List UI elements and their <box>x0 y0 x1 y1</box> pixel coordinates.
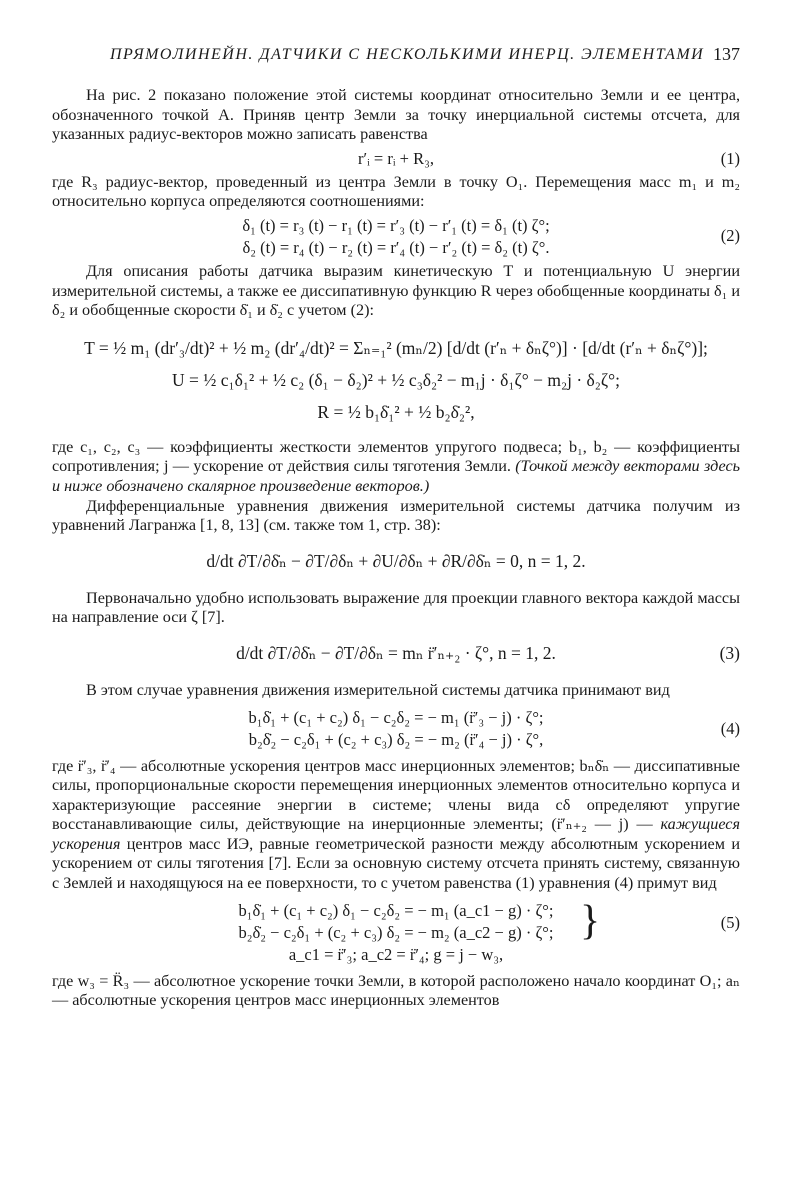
page-number: 137 <box>713 44 740 64</box>
equation-kinetic-energy: T = ½ m₁ (dr′₃/dt)² + ½ m₂ (dr′₄/dt)² = Σₙ₌₁² (mₙ/2) [d/dt (r′ₙ + δₙζ°)] · [d/dt (r′ₙ + δₙζ°)]; <box>84 337 708 358</box>
equation-4 <box>52 707 740 751</box>
equation-2-number: (2) <box>720 225 740 245</box>
running-title: ПРЯМОЛИНЕЙН. ДАТЧИКИ С НЕСКОЛЬКИМИ ИНЕРЦ. ЭЛЕМЕНТАМИ <box>110 46 705 63</box>
accelerations-text-a: где r̈′₃, r̈′₄ — абсолютные ускорения центров масс инерционных элементов; bₙδ̇ₙ — диссипативные силы, пропорциональные скорости перемещения инерционных элементов относительно корпуса и характеризующие рассеяние энергии в системе; члены вида cδ определяют упругие восстанавливающие силы, действующие на инерционные элементы; (r̈′ₙ₊₂ — j) — <box>52 756 740 834</box>
equation-4-line-1: b₁δ̇₁ + (c₁ + c₂) δ₁ − c₂δ₂ = − m₁ (r̈′₃ − j) · ζ°; <box>248 707 544 727</box>
paragraph-earth-acceleration: где w₃ = R̈₃ — абсолютное ускорение точки Земли, в которой расположено начало координат O₁; aₙ — абсолютные ускорения центров масс инерционных элементов <box>52 971 740 1010</box>
equation-3-body: d/dt ∂T/∂δ̇ₙ − ∂T/∂δₙ = mₙ r̈′ₙ₊₂ · ζ°, n = 1, 2. <box>236 642 556 663</box>
paragraph-motion: В этом случае уравнения движения измерительной системы датчика принимают вид <box>86 680 670 699</box>
paragraph-projection: Первоначально удобно использовать выражение для проекции главного вектора каждой массы на направление оси ζ [7]. <box>52 588 740 627</box>
equation-3 <box>52 640 740 667</box>
equation-2 <box>52 215 740 259</box>
equation-dissipative-function: R = ½ b₁δ̇₁² + ½ b₂δ̇₂², <box>317 401 475 422</box>
paragraph-coefficients <box>52 438 740 497</box>
equation-1-body: r′ᵢ = rᵢ + R₃, <box>358 148 434 168</box>
right-brace: } <box>580 897 601 944</box>
equation-5-line-2: b₂δ̇₂ − c₂δ₁ + (c₂ + c₃) δ₂ = − m₂ (a_c2 − g) · ζ°; <box>238 922 554 942</box>
accelerations-italic: кажущиеся ускорения <box>52 815 740 853</box>
paragraph-accelerations <box>52 757 740 894</box>
accelerations-text-b: центров масс ИЭ, равные геометрической разности между абсолютным ускорением и ускорением от силы тяготения [7]. Если за основную систему отсчета принять систему, связанную с Землей и находящуюся на ее поверхности, то с учетом равенства (1) уравнения (4) примут вид <box>52 834 740 893</box>
equation-potential-energy: U = ½ c₁δ₁² + ½ c₂ (δ₁ − δ₂)² + ½ c₃δ₂² − m₁j · δ₁ζ° − m₂j · δ₂ζ°; <box>172 369 620 390</box>
paragraph-lagrange: Дифференциальные уравнения движения измерительной системы датчика получим из уравнений Лагранжа [1, 8, 13] (см. также том 1, стр. 38): <box>52 496 740 535</box>
equation-5-line-1: b₁δ̇₁ + (c₁ + c₂) δ₁ − c₂δ₂ = − m₁ (a_c1 − g) · ζ°; <box>238 900 554 920</box>
paragraph-r3: где R₃ радиус-вектор, проведенный из центра Земли в точку O₁. Перемещения масс m₁ и m₂ относительно корпуса определяются соотношениями: <box>52 172 740 211</box>
coefficients-text: где c₁, c₂, c₃ — коэффициенты жесткости элементов упругого подвеса; b₁, b₂ — коэффициенты сопротивления; j — ускорение от действия силы тяготения Земли. <box>52 437 740 476</box>
paragraph-intro: На рис. 2 показано положение этой системы координат относительно Земли и ее центра, обозначенного точкой A. Приняв центр Земли за точку инерциальной системы отсчета, для указанных радиус-векторов можно записать равенства <box>52 86 740 144</box>
equation-1 <box>52 148 740 170</box>
coefficients-note: (Точкой между векторами здесь и ниже обозначено скалярное произведение векторов.) <box>52 457 741 495</box>
page-body <box>52 86 740 1011</box>
equation-lagrange: d/dt ∂T/∂δ̇ₙ − ∂T/∂δₙ + ∂U/∂δₙ + ∂R/∂δ̇ₙ = 0, n = 1, 2. <box>206 550 586 571</box>
equation-5-line-3: a_c1 = r̈′₃; a_c2 = r̈′₄; g = j − w₃, <box>288 944 504 964</box>
equation-4-number: (4) <box>720 718 740 738</box>
paragraph-energies: Для описания работы датчика выразим кинетическую T и потенциальную U энергии измерительной системы, а также ее диссипативную функцию R через обобщенные координаты δ₁ и δ₂ и обобщенные скорости δ̇₁ и δ̇₂ с учетом (2): <box>52 261 740 320</box>
equation-5 <box>52 897 740 966</box>
equation-5-number: (5) <box>720 912 740 932</box>
equation-3-number: (3) <box>719 642 740 663</box>
equation-2-line-1: δ₁ (t) = r₃ (t) − r₁ (t) = r′₃ (t) − r′₁ (t) = δ₁ (t) ζ°; <box>242 215 550 235</box>
equation-1-number: (1) <box>720 148 740 168</box>
equation-2-line-2: δ₂ (t) = r₄ (t) − r₂ (t) = r′₄ (t) − r′₂ (t) = δ₂ (t) ζ°. <box>242 237 550 257</box>
running-header <box>110 46 740 64</box>
equation-4-line-2: b₂δ̇₂ − c₂δ₁ + (c₂ + c₃) δ₂ = − m₂ (r̈′₄ − j) · ζ°, <box>248 729 544 749</box>
